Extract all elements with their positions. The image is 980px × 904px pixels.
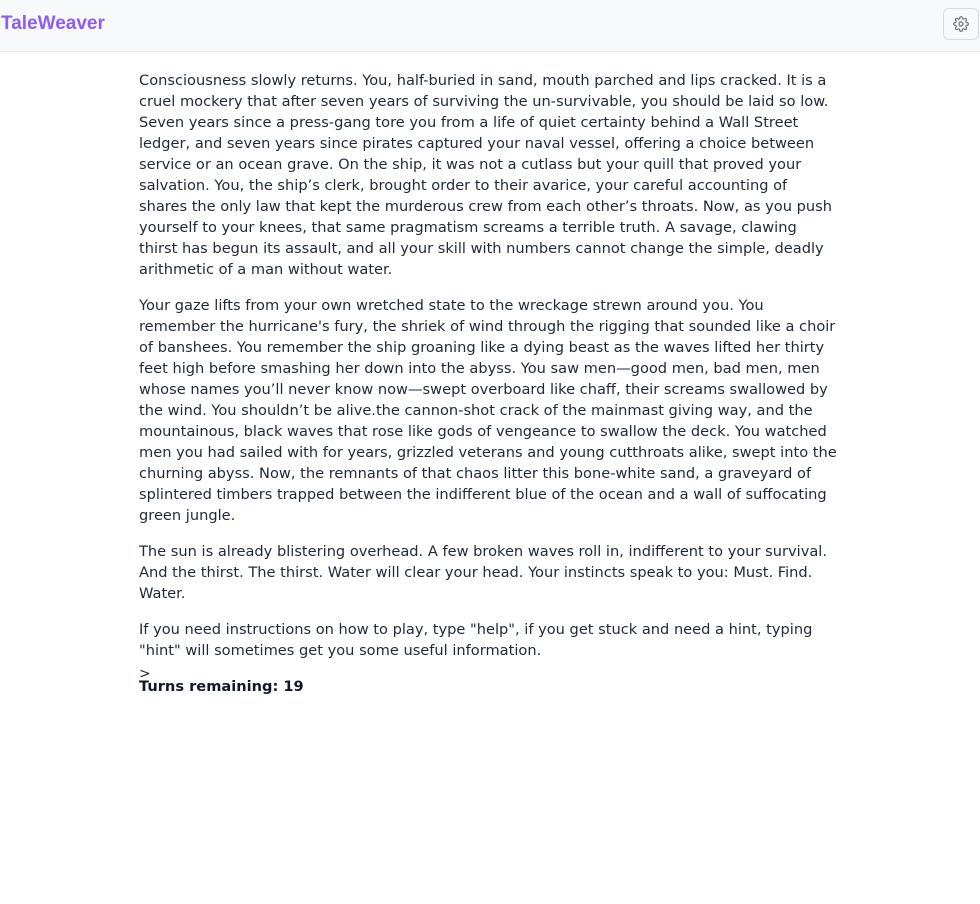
gear-icon <box>953 16 969 32</box>
story-output <box>139 70 839 712</box>
story-paragraph: Consciousness slowly returns. You, half-buried in sand, mouth parched and lips cracked. It is a cruel mockery that after seven years of surviving the un-survivable, you should be laid so low. Seven years since a press-gang tore you from a life of quiet certainty behind a Wall Street ledger, and seven years since pirates captured your naval vessel, offering a choice between service or an ocean grave. On the ship, it was not a cutlass but your quill that proved your salvation. You, the ship’s clerk, brought order to their avarice, your careful accounting of shares the only law that kept the murderous crew from each other’s throats. Now, as you push yourself to your knees, that same pragmatism screams a terrible truth. A savage, clawing thirst has begun its assault, and all your skill with numbers cannot change the simple, deadly arithmetic of a man without water. <box>139 72 832 278</box>
story-paragraph: The sun is already blistering overhead. A few broken waves roll in, indifferent to your survival. And the thirst. The thirst. Water will clear your head. Your instincts speak to you: Must. Find. Water. <box>139 543 827 602</box>
app-logo-title[interactable]: TaleWeaver <box>1 13 105 34</box>
command-prompt <box>139 662 839 686</box>
turns-remaining: Turns remaining: 19 <box>139 678 304 695</box>
story-paragraph: If you need instructions on how to play, type "help", if you get stuck and need a hint, typing "hint" will sometimes get you some useful information. <box>139 621 813 659</box>
settings-button[interactable] <box>943 8 979 40</box>
command-input[interactable] <box>157 663 839 685</box>
prompt-symbol: > <box>139 666 151 682</box>
top-bar <box>0 0 980 52</box>
story-paragraph: Your gaze lifts from your own wretched state to the wreckage strewn around you. You remember the hurricane's fury, the shriek of wind through the rigging that sounded like a choir of banshees. You remember the ship groaning like a dying beast as the waves lifted her thirty feet high before smashing her down into the abyss. You saw men—good men, bad men, men whose names you’ll never know now—swept overboard like chaff, their screams swallowed by the wind. You shouldn’t be alive.the cannon-shot crack of the mainmast giving way, and the mountainous, black waves that rose like gods of vengeance to swallow the deck. You watched men you had sailed with for years, grizzled veterans and young cutthroats alike, swept into the churning abyss. Now, the remnants of that chaos litter this bone-white sand, a graveyard of splintered timbers trapped between the indifferent blue of the ocean and a wall of suffocating green jungle. <box>139 297 837 524</box>
